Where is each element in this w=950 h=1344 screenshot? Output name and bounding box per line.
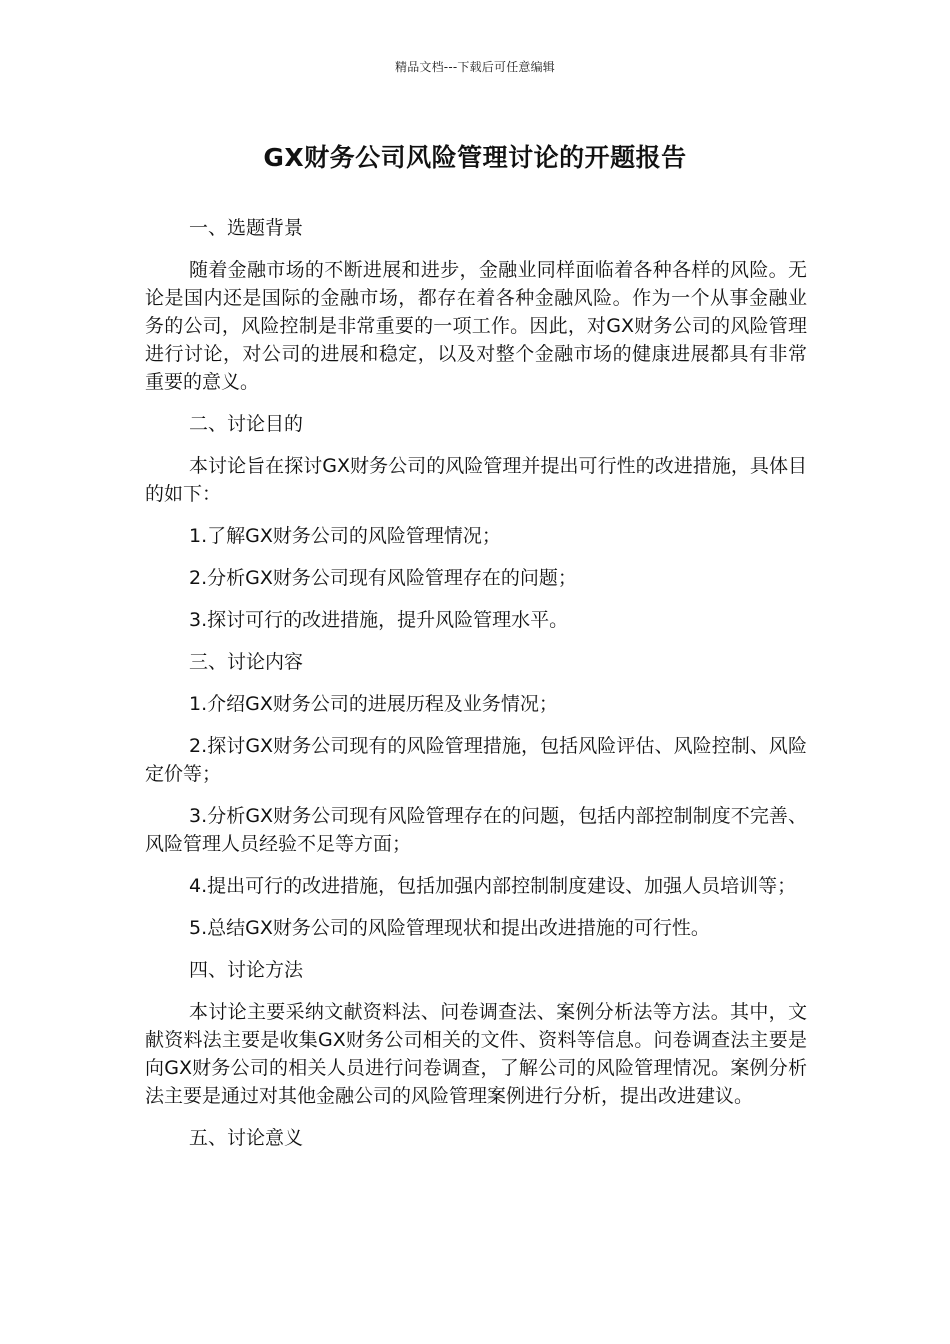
paragraph-purpose: 本讨论旨在探讨GX财务公司的风险管理并提出可行性的改进措施，具体目的如下：: [145, 455, 807, 505]
list-item-content-3: 3.分析GX财务公司现有风险管理存在的问题，包括内部控制制度不完善、风险管理人员经验不足等方面；: [145, 805, 807, 855]
header-note: 精品文档---下载后可任意编辑: [395, 60, 555, 74]
section-heading-significance: 五、讨论意义: [189, 1127, 304, 1149]
section-heading-purpose: 二、讨论目的: [189, 413, 304, 435]
list-item-purpose-3: 3.探讨可行的改进措施，提升风险管理水平。: [189, 609, 569, 631]
list-item-content-4: 4.提出可行的改进措施，包括加强内部控制制度建设、加强人员培训等；: [189, 875, 797, 897]
document-title: GX财务公司风险管理讨论的开题报告: [263, 143, 687, 172]
section-heading-content: 三、讨论内容: [189, 651, 304, 673]
section-heading-method: 四、讨论方法: [189, 959, 304, 981]
list-item-content-1: 1.介绍GX财务公司的进展历程及业务情况；: [189, 693, 558, 715]
list-item-content-2: 2.探讨GX财务公司现有的风险管理措施，包括风险评估、风险控制、风险定价等；: [145, 735, 807, 785]
document-body: [145, 214, 807, 1166]
list-item-content-5: 5.总结GX财务公司的风险管理现状和提出改进措施的可行性。: [189, 917, 710, 939]
section-heading-background: 一、选题背景: [189, 217, 304, 239]
paragraph-background: 随着金融市场的不断进展和进步，金融业同样面临着各种各样的风险。无论是国内还是国际的金融市场，都存在着各种金融风险。作为一个从事金融业务的公司，风险控制是非常重要的一项工作。因此，对GX财务公司的风险管理进行讨论，对公司的进展和稳定，以及对整个金融市场的健康进展都具有非常重要的意义。: [145, 259, 807, 393]
list-item-purpose-2: 2.分析GX财务公司现有风险管理存在的问题；: [189, 567, 577, 589]
list-item-purpose-1: 1.了解GX财务公司的风险管理情况；: [189, 525, 501, 547]
paragraph-method: 本讨论主要采纳文献资料法、问卷调查法、案例分析法等方法。其中，文献资料法主要是收集GX财务公司相关的文件、资料等信息。问卷调查法主要是向GX财务公司的相关人员进行问卷调查，了解公司的风险管理情况。案例分析法主要是通过对其他金融公司的风险管理案例进行分析，提出改进建议。: [145, 1001, 807, 1107]
